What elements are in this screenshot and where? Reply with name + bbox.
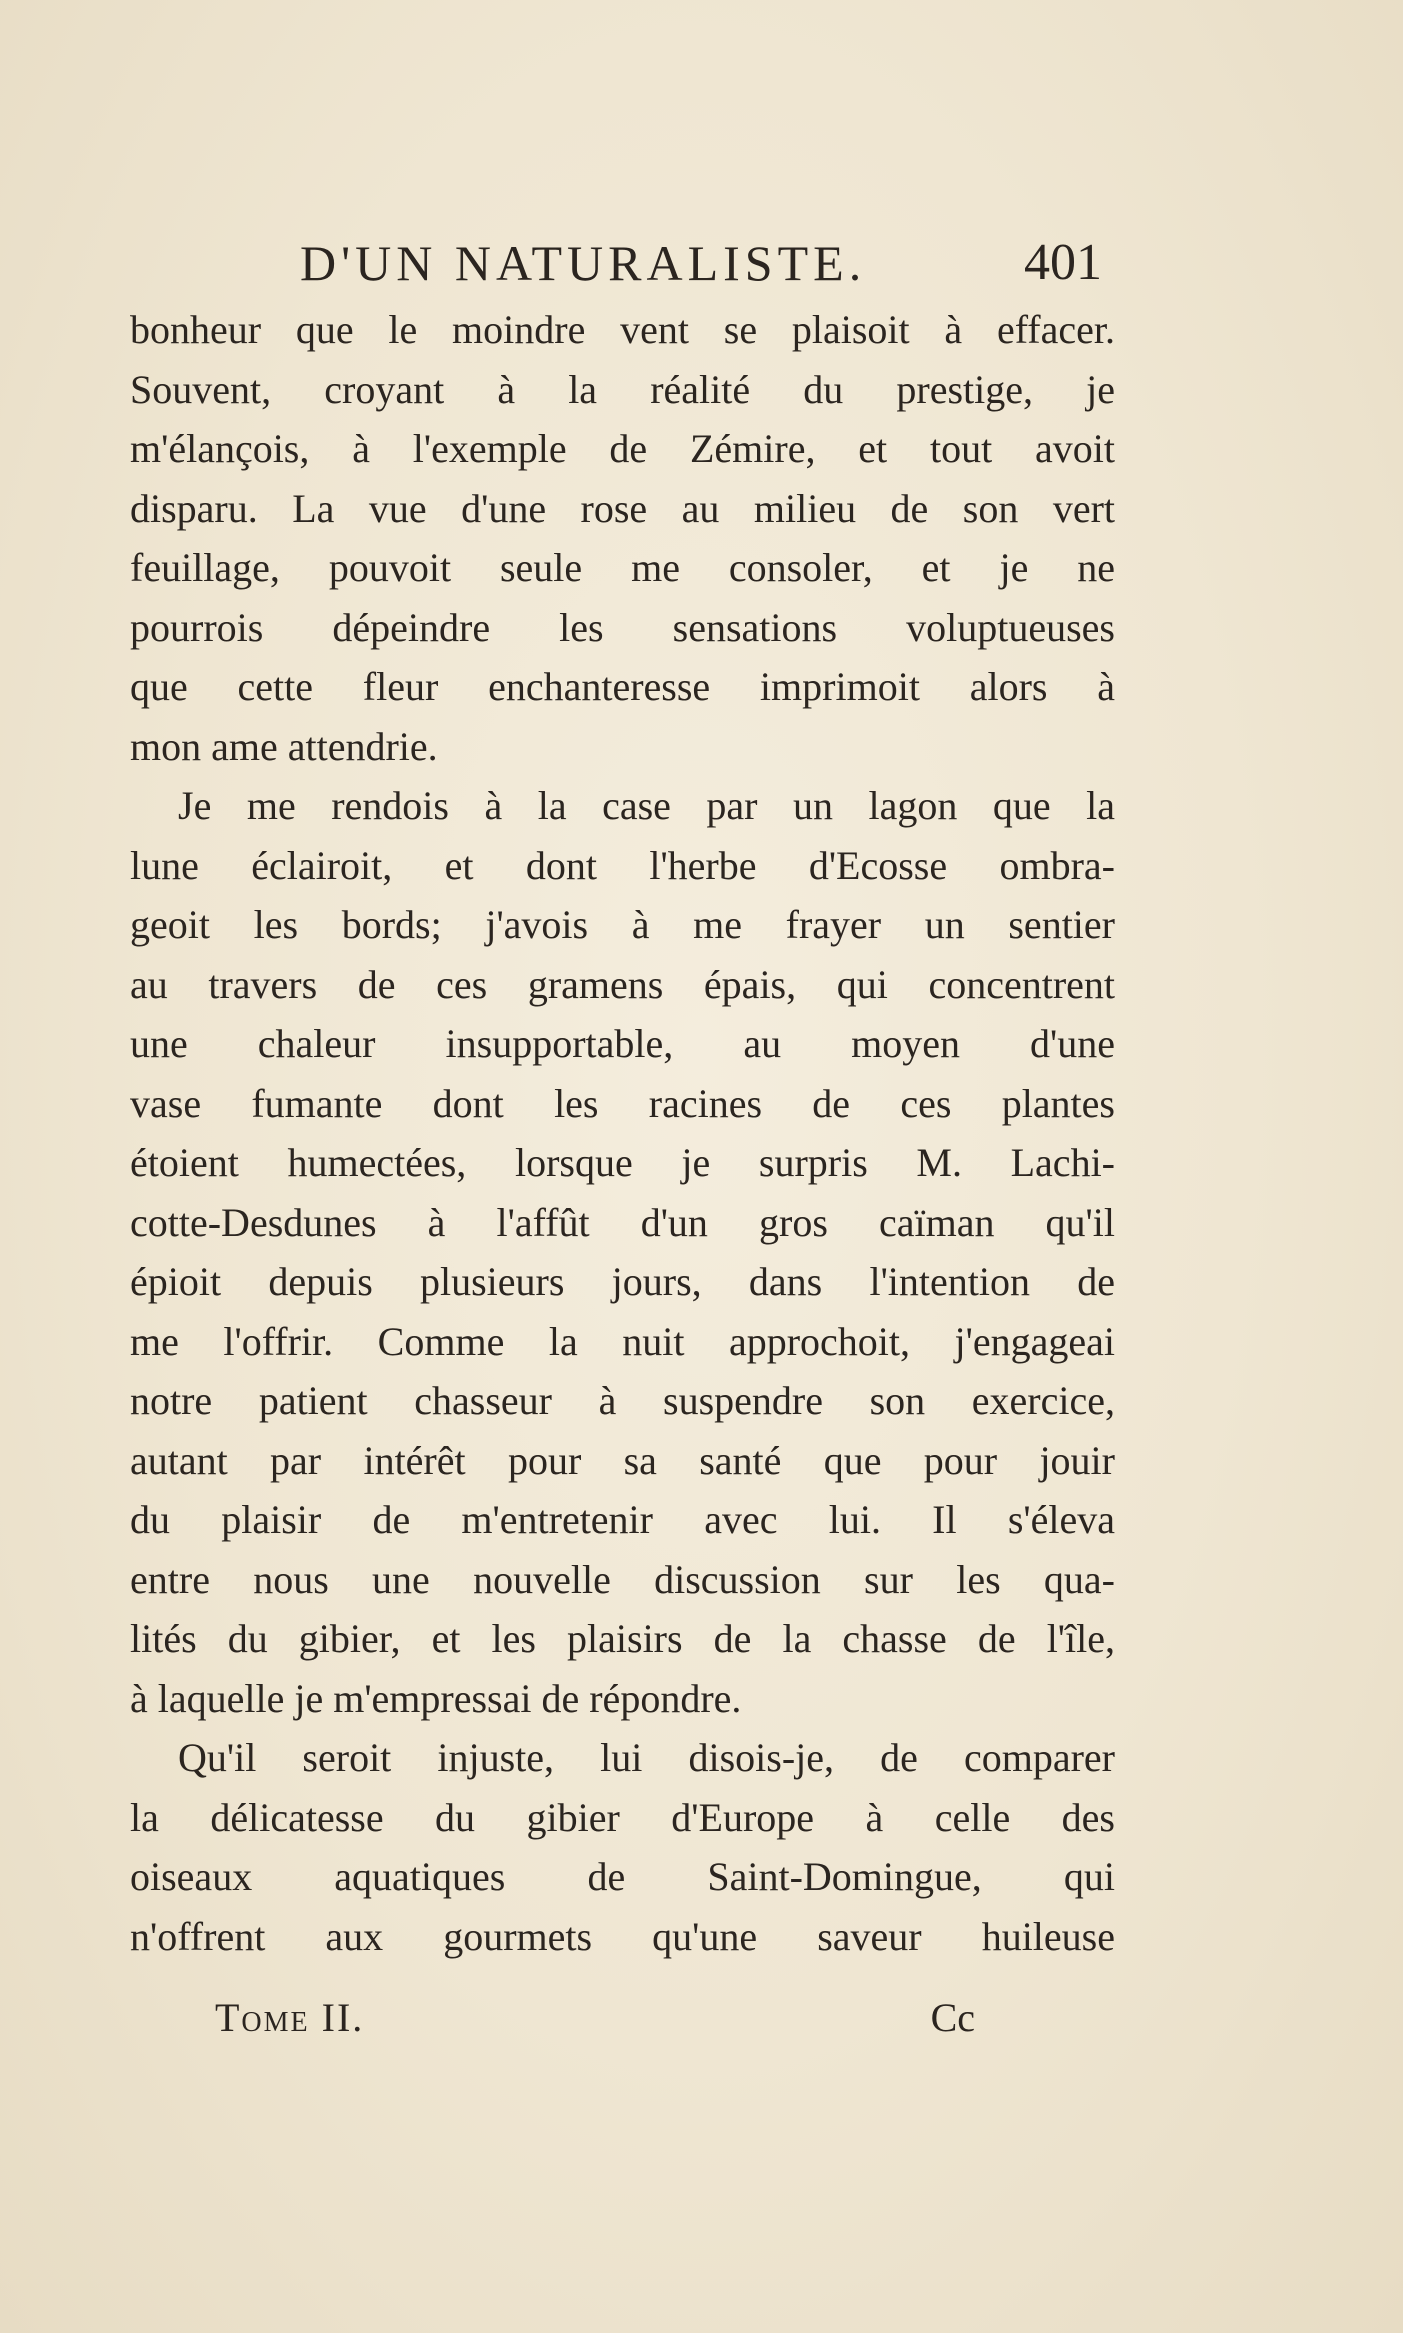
- text-line: que cette fleur enchanteresse imprimoit alors à: [130, 664, 1115, 709]
- text-line: entre nous une nouvelle discussion sur les qua-: [130, 1556, 1115, 1602]
- text-line: m'élançois, à l'exemple de Zémire, et tout avoit: [130, 426, 1115, 471]
- text-line: du plaisir de m'entretenir avec lui. Il s'éleva: [130, 1497, 1115, 1542]
- body-text: [130, 300, 1115, 1966]
- text-line: bonheur que le moindre vent se plaisoit à effacer.: [130, 307, 1115, 352]
- running-title: D'UN NATURALISTE.: [300, 235, 867, 291]
- text-line: au travers de ces gramens épais, qui concentrent: [130, 961, 1115, 1007]
- volume-label: Tome II.: [215, 1995, 365, 2040]
- text-line: vase fumante dont les racines de ces plantes: [130, 1080, 1115, 1126]
- text-line: pourrois dépeindre les sensations voluptueuses: [130, 604, 1115, 650]
- text-line: disparu. La vue d'une rose au milieu de son vert: [130, 485, 1115, 531]
- text-line: Souvent, croyant à la réalité du prestige, je: [130, 366, 1115, 412]
- text-line: feuillage, pouvoit seule me consoler, et je ne: [130, 545, 1115, 590]
- text-line: lune éclairoit, et dont l'herbe d'Ecosse ombra-: [130, 842, 1115, 888]
- text-line: n'offrent aux gourmets qu'une saveur huileuse: [130, 1913, 1115, 1959]
- text-line: une chaleur insupportable, au moyen d'une: [130, 1021, 1115, 1066]
- page-number: 401: [1024, 234, 1102, 291]
- text-line: oiseaux aquatiques de Saint-Domingue, qui: [130, 1854, 1115, 1899]
- text-line: Qu'il seroit injuste, lui disois-je, de comparer: [178, 1735, 1115, 1780]
- text-line: notre patient chasseur à suspendre son exercice,: [130, 1378, 1115, 1423]
- page-header: [300, 228, 1130, 298]
- text-line: lités du gibier, et les plaisirs de la chasse de l'île,: [130, 1616, 1115, 1661]
- signature-mark: Cc: [930, 1995, 975, 2040]
- text-line: cotte-Desdunes à l'affût d'un gros caïman qu'il: [130, 1199, 1115, 1245]
- text-line: mon ame attendrie.: [130, 723, 438, 769]
- text-line: étoient humectées, lorsque je surpris M. Lachi-: [130, 1140, 1115, 1185]
- text-line: Je me rendois à la case par un lagon que la: [178, 783, 1115, 828]
- text-line: autant par intérêt pour sa santé que pour jouir: [130, 1437, 1115, 1483]
- text-line: épioit depuis plusieurs jours, dans l'intention de: [130, 1259, 1115, 1304]
- text-line: geoit les bords; j'avois à me frayer un sentier: [130, 902, 1115, 947]
- text-line: à laquelle je m'empressai de répondre.: [130, 1675, 742, 1721]
- text-line: la délicatesse du gibier d'Europe à celle des: [130, 1794, 1115, 1840]
- text-line: me l'offrir. Comme la nuit approchoit, j'engageai: [130, 1318, 1115, 1364]
- page-footer: [215, 1988, 975, 2048]
